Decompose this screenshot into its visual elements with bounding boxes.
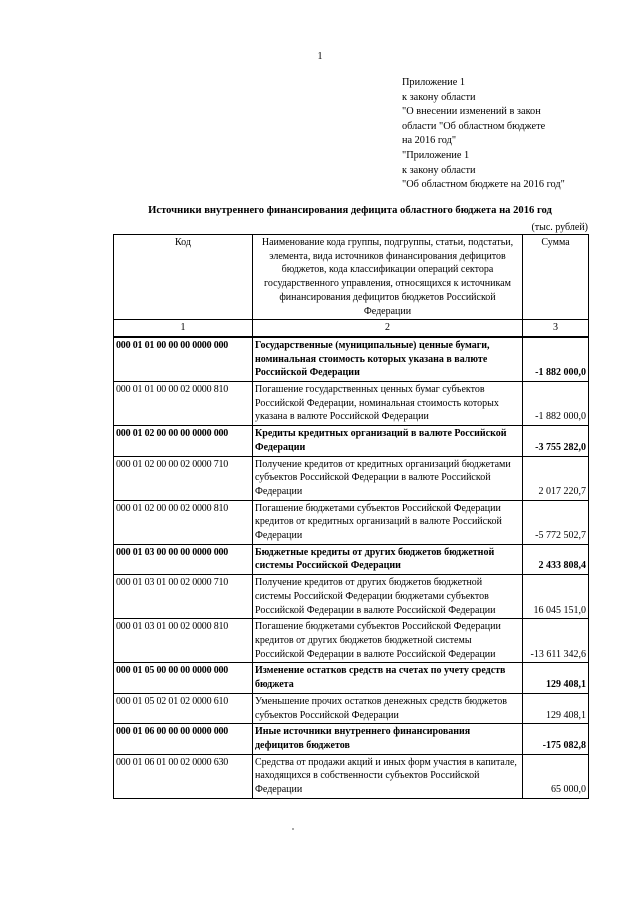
row-sum: -5 772 502,7 bbox=[523, 500, 589, 544]
table-row bbox=[114, 337, 589, 382]
column-number-row bbox=[114, 320, 589, 337]
table-row bbox=[114, 500, 589, 544]
row-name: Изменение остатков средств на счетах по учету средств бюджета bbox=[253, 663, 523, 693]
financing-sources-table bbox=[113, 234, 589, 799]
table-body bbox=[114, 337, 589, 798]
row-name: Погашение бюджетами субъектов Российской Федерации кредитов от других бюджетов бюджетной системы Российской Федерации в валюте Российской Федерации bbox=[253, 619, 523, 663]
row-sum: -13 611 342,6 bbox=[523, 619, 589, 663]
header-code: Код bbox=[114, 235, 253, 320]
column-number-name: 2 bbox=[253, 320, 523, 337]
row-sum: 16 045 151,0 bbox=[523, 575, 589, 619]
table-row bbox=[114, 693, 589, 723]
row-sum: 129 408,1 bbox=[523, 663, 589, 693]
row-code: 000 01 03 00 00 00 0000 000 bbox=[114, 544, 253, 574]
appendix-note bbox=[402, 76, 634, 193]
table-row bbox=[114, 456, 589, 500]
row-name: Погашение бюджетами субъектов Российской Федерации кредитов от кредитных организаций в валюте Российской Федерации bbox=[253, 500, 523, 544]
row-sum: -1 882 000,0 bbox=[523, 337, 589, 382]
table-row bbox=[114, 724, 589, 754]
table-row bbox=[114, 426, 589, 456]
appendix-line: "Об областном бюджете на 2016 год" bbox=[402, 179, 565, 191]
document-title: Источники внутреннего финансирования дефицита областного бюджета на 2016 год bbox=[148, 205, 552, 216]
row-name: Иные источники внутреннего финансирования дефицитов бюджетов bbox=[253, 724, 523, 754]
table-row bbox=[114, 619, 589, 663]
row-name: Получение кредитов от других бюджетов бюджетной системы Российской Федерации бюджетами субъектов Российской Федерации в валюте Российской Федерации bbox=[253, 575, 523, 619]
appendix-line: на 2016 год" bbox=[402, 135, 457, 147]
row-sum: 2 433 808,4 bbox=[523, 544, 589, 574]
table-row bbox=[114, 663, 589, 693]
row-name: Погашение государственных ценных бумаг субъектов Российской Федерации, номинальная стоимость которых указана в валюте Российской Федерации bbox=[253, 382, 523, 426]
table-row bbox=[114, 575, 589, 619]
row-sum: -1 882 000,0 bbox=[523, 382, 589, 426]
row-name: Государственные (муниципальные) ценные бумаги, номинальная стоимость которых указана в валюте Российской Федерации bbox=[253, 337, 523, 382]
row-code: 000 01 03 01 00 02 0000 710 bbox=[114, 575, 253, 619]
row-sum: 129 408,1 bbox=[523, 693, 589, 723]
appendix-line: к закону области bbox=[402, 91, 476, 103]
row-sum: -3 755 282,0 bbox=[523, 426, 589, 456]
row-sum: 2 017 220,7 bbox=[523, 456, 589, 500]
row-name: Уменьшение прочих остатков денежных средств бюджетов субъектов Российской Федерации bbox=[253, 693, 523, 723]
units-label: (тыс. рублей) bbox=[531, 222, 588, 233]
row-code: 000 01 02 00 00 00 0000 000 bbox=[114, 426, 253, 456]
appendix-line: области "Об областном бюджете bbox=[402, 120, 546, 132]
appendix-line: "О внесении изменений в закон bbox=[402, 106, 541, 118]
row-name: Бюджетные кредиты от других бюджетов бюджетной системы Российской Федерации bbox=[253, 544, 523, 574]
appendix-line: Приложение 1 bbox=[402, 77, 465, 88]
row-name: Средства от продажи акций и иных форм участия в капитале, находящихся в собственности субъектов Российской Федерации bbox=[253, 754, 523, 798]
row-code: 000 01 01 00 00 00 0000 000 bbox=[114, 337, 253, 382]
scan-mark bbox=[292, 828, 294, 830]
row-code: 000 01 02 00 00 02 0000 710 bbox=[114, 456, 253, 500]
table-row bbox=[114, 544, 589, 574]
appendix-line: к закону области bbox=[402, 164, 476, 176]
row-code: 000 01 01 00 00 02 0000 810 bbox=[114, 382, 253, 426]
appendix-line: "Приложение 1 bbox=[402, 149, 470, 161]
row-code: 000 01 05 02 01 02 0000 610 bbox=[114, 693, 253, 723]
row-code: 000 01 03 01 00 02 0000 810 bbox=[114, 619, 253, 663]
row-code: 000 01 06 00 00 00 0000 000 bbox=[114, 724, 253, 754]
row-sum: 65 000,0 bbox=[523, 754, 589, 798]
table-header-row bbox=[114, 235, 589, 320]
page-number: 1 bbox=[317, 51, 323, 62]
row-sum: -175 082,8 bbox=[523, 724, 589, 754]
table-row bbox=[114, 382, 589, 426]
row-code: 000 01 06 01 00 02 0000 630 bbox=[114, 754, 253, 798]
header-name: Наименование кода группы, подгруппы, статьи, подстатьи, элемента, вида источников финансирования дефицитов бюджетов, кода классификации операций сектора государственного управления, относящихся к источникам финансирования дефицитов бюджетов Российской Федерации bbox=[253, 235, 523, 320]
row-code: 000 01 02 00 00 02 0000 810 bbox=[114, 500, 253, 544]
row-name: Кредиты кредитных организаций в валюте Российской Федерации bbox=[253, 426, 523, 456]
row-name: Получение кредитов от кредитных организаций бюджетами субъектов Российской Федерации в валюте Российской Федерации bbox=[253, 456, 523, 500]
table-row bbox=[114, 754, 589, 798]
row-code: 000 01 05 00 00 00 0000 000 bbox=[114, 663, 253, 693]
header-sum: Сумма bbox=[523, 235, 589, 320]
column-number-sum: 3 bbox=[523, 320, 589, 337]
column-number-code: 1 bbox=[114, 320, 253, 337]
